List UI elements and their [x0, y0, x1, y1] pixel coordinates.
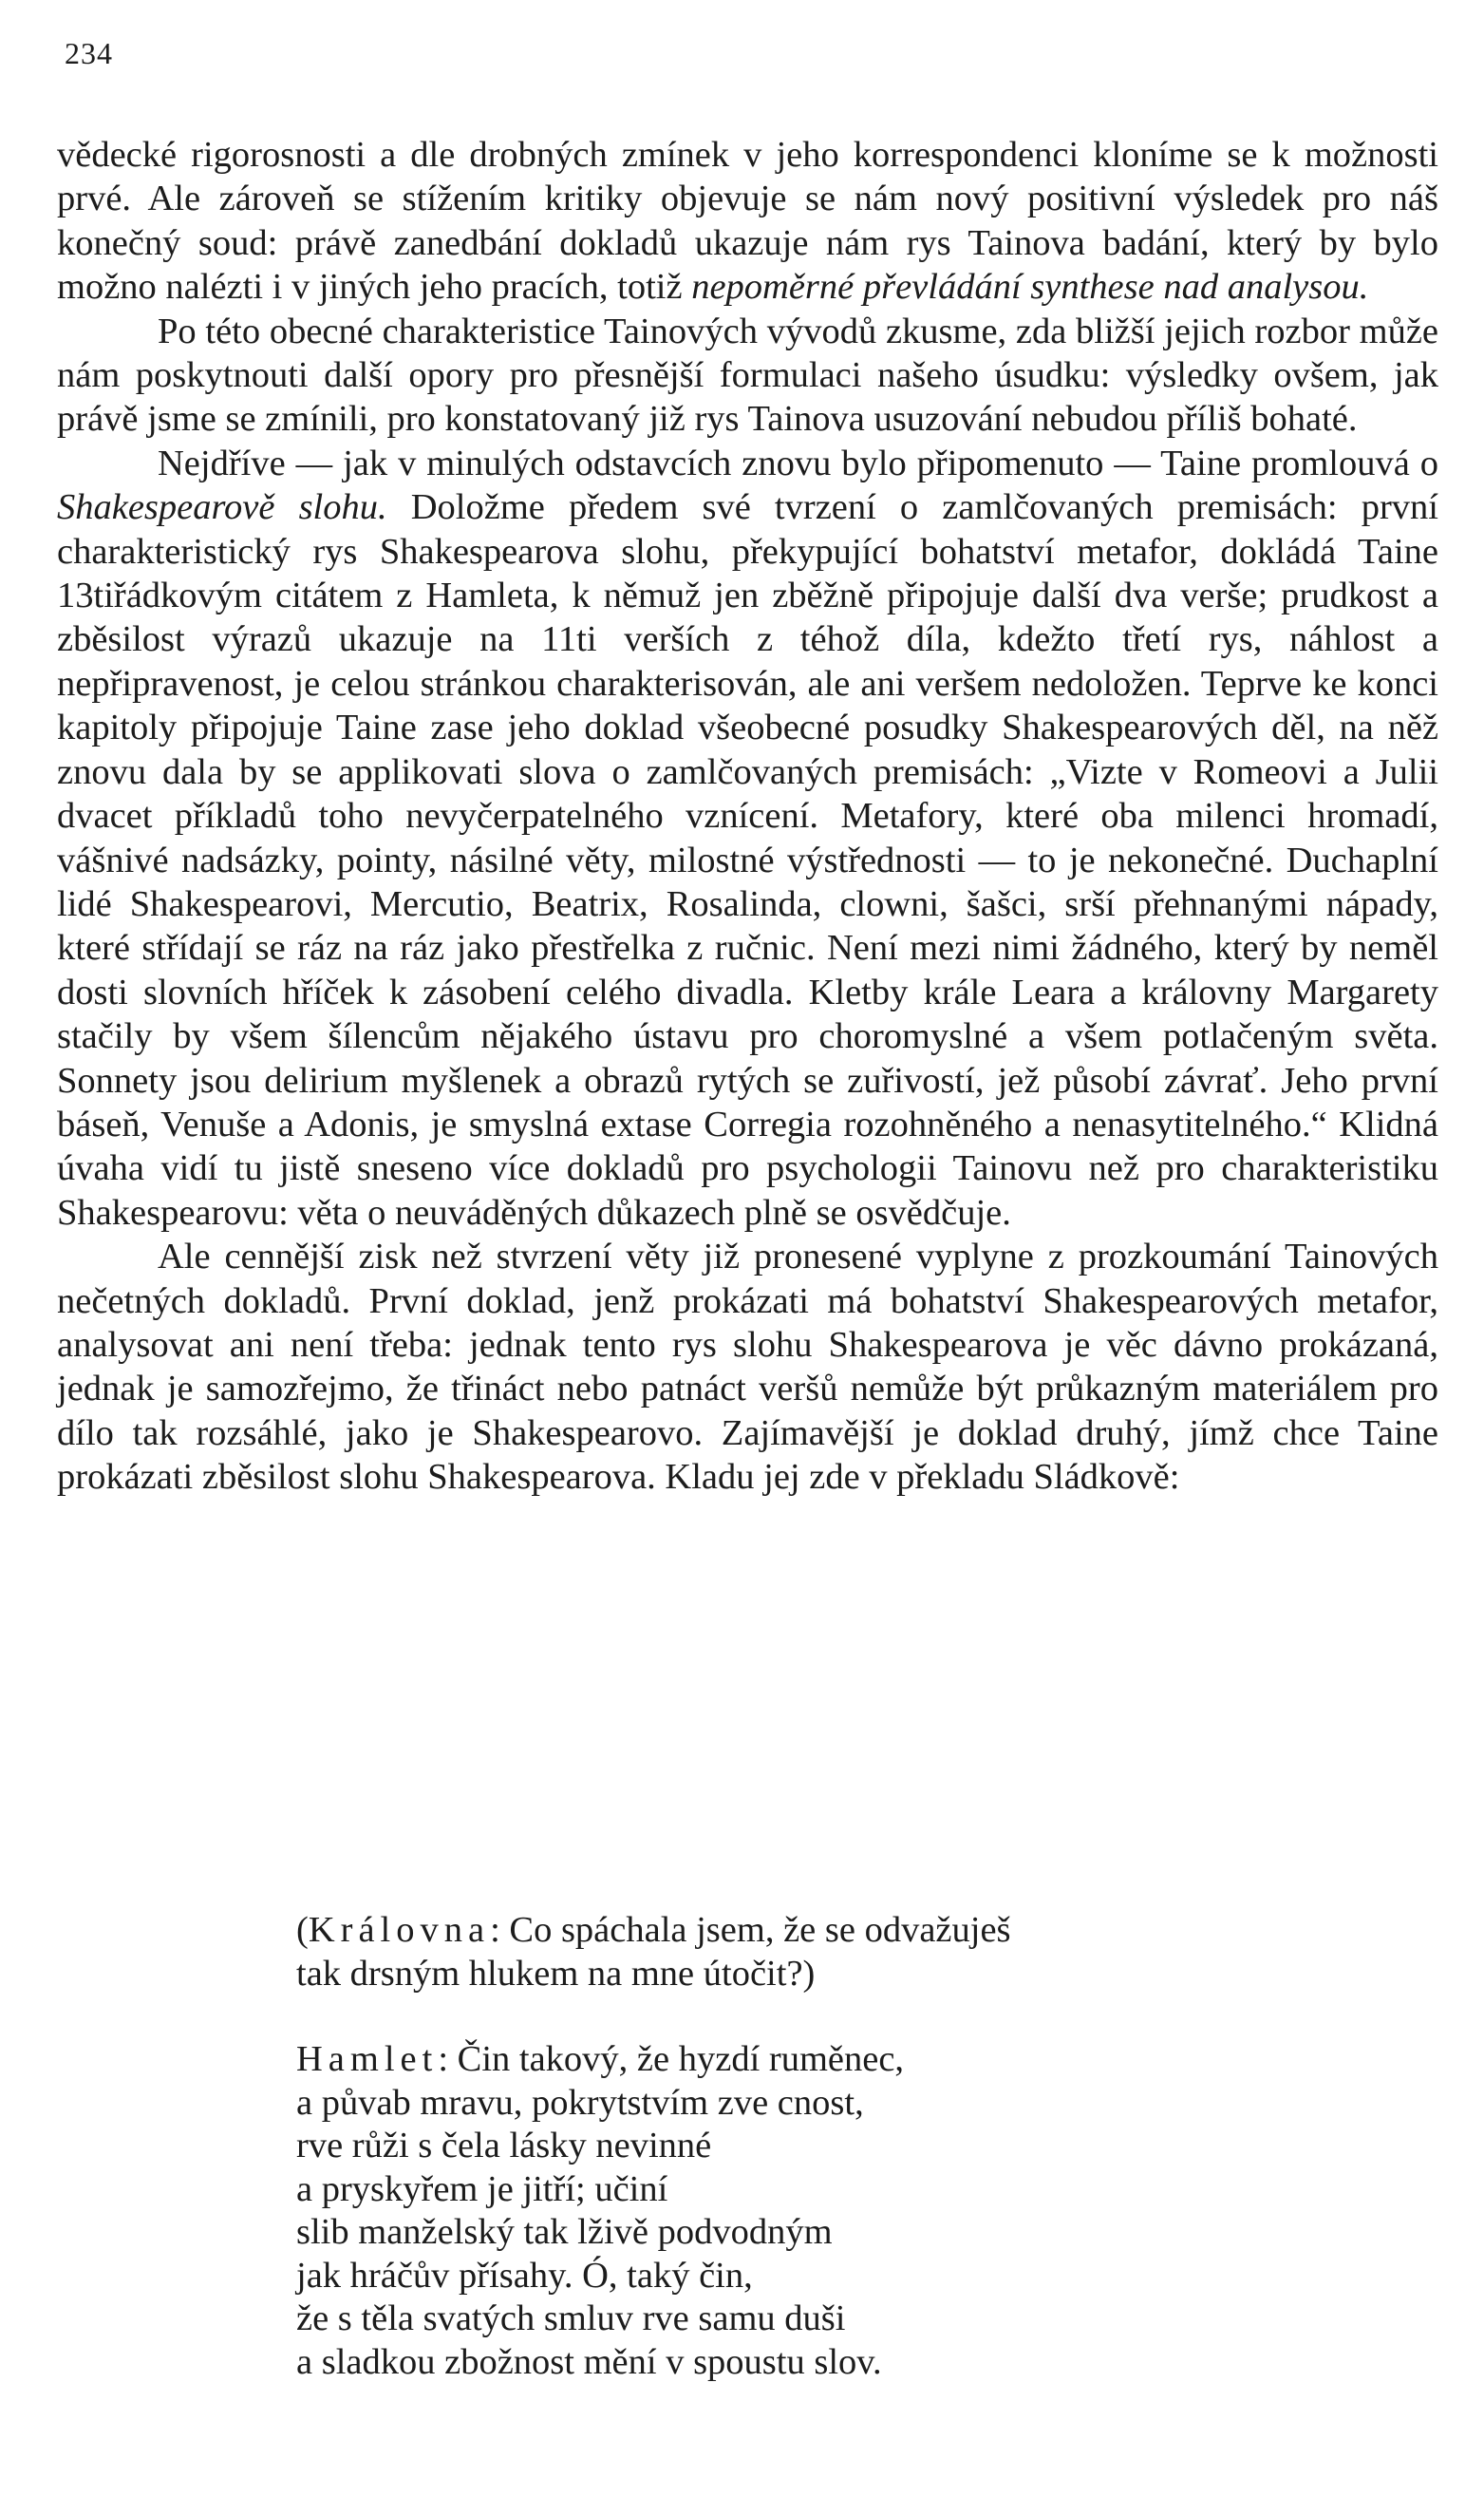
body-text [57, 133, 1438, 1500]
verse-quotation [296, 1909, 1341, 2427]
paragraph-4-text: Ale cennější zisk než stvrzení věty již pronesené vyplyne z prozkoumání Tainových nečetných dokladů. První doklad, jenž prokázati má bohatství Shakespearových metafor, analysovat ani není třeba: jednak tento rys slohu Shakespearova je věc dávno prokázaná, jednak je samozřejmo, že třináct nebo patnáct veršů nemůže být průkazným materiálem pro dílo tak rozsáhlé, jako je Shakespearovo. Zajímavější je doklad druhý, jímž chce Taine prokázati zběsilost slohu Shakespearova. Kladu jej zde v překladu Sládkově: [57, 1237, 1438, 1498]
paragraph-3-emphasis: Shakespearově slohu. [57, 487, 387, 528]
verse-line: jak hráčův přísahy. Ó, taký čin, [296, 2255, 753, 2296]
verse-line [296, 2038, 1341, 2082]
verse-line-text: : Co spáchala jsem, že se odvažuješ [490, 1910, 1011, 1950]
verse-line: (Královna: Co spáchala jsem, že se odvažuješ [296, 1910, 1011, 1950]
verse-line-text: : Čin takový, že hyzdí ruměnec, [438, 2039, 905, 2079]
speaker-name: Královna [308, 1910, 491, 1950]
verse-line: že s těla svatých smluv rve samu duši [296, 2298, 846, 2338]
verse-line: a pryskyřem je jitří; učiní [296, 2168, 668, 2209]
paragraph-3 [57, 442, 1438, 1235]
page-number: 234 [65, 36, 113, 70]
verse-line: rve růži s čela lásky nevinné [296, 2126, 712, 2165]
verse-line: tak drsným hlukem na mne útočit?) [296, 1953, 816, 1994]
verse-line: slib manželský tak lživě podvodným [296, 2212, 833, 2252]
paragraph-4 [57, 1235, 1438, 1499]
verse-line: a sladkou zbožnost mění v spoustu slov. [296, 2341, 882, 2382]
paragraph-3-text-b: Doložme předem své tvrzení o zamlčovaných premisách: první charakteristický rys Shakespearova slohu, překypující bohatství metafor, dokládá Taine 13tiřádkovým citátem z Hamleta, k němuž jen zběžně připojuje další dva verše; prudkost a zběsilost výrazů ukazuje na 11ti verších z téhož díla, kdežto třetí rys, náhlost a nepřipravenost, je celou stránkou charakterisován, ale ani veršem nedoložen. Teprve ke konci kapitoly připojuje Taine zase jeho doklad všeobecné posudky Shakespearových děl, na něž znovu dala by se applikovati slova o zamlčovaných premisách: „Vizte v Romeovi a Julii dvacet příkladů toho nevyčerpatelného vznícení. Metafory, které oba milenci hromadí, vášnivé nadsázky, pointy, násilné věty, milostné výstřednosti — to je nekonečné. Duchaplní lidé Shakespearovi, Mercutio, Beatrix, Rosalinda, clowni, šašci, srší přehnanými nápady, které střídají se ráz na ráz jako přestřelka z ručnic. Není mezi nimi žádného, který by neměl dosti slovních hříček k zásobení celého divadla. Kletby krále Leara a královny Margarety stačily by všem šílencům nějakého ústavu pro choromyslné a všem potlačeným světa. Sonnety jsou delirium myšlenek a obrazů rytých se zuřivostí, jež působí závrať. Jeho první báseň, Venuše a Adonis, je smyslná extase Corregia rozohněného a nenasytitelného.“ Klidná úvaha vidí tu jistě sneseno více dokladů pro psychologii Tainovu než pro charakteristiku Shakespearovu: věta o neuváděných důkazech plně se osvědčuje. [57, 487, 1438, 1233]
paragraph-3-text-a: Nejdříve — jak v minulých odstavcích znovu bylo připomenuto — Taine promlouvá o [158, 443, 1438, 483]
verse-stanza-2 [296, 2038, 1341, 2384]
paragraph-2 [57, 310, 1438, 442]
verse-line: a půvab mravu, pokrytstvím zve cnost, [296, 2082, 864, 2123]
paragraph-1 [57, 133, 1438, 310]
paragraph-1-text: vědecké rigorosnosti a dle drobných zmínek v jeho korrespondenci kloníme se k možnosti prvé. Ale zároveň se stížením kritiky objevuje se nám nový positivní výsledek pro náš konečný soud: právě zanedbání dokladů ukazuje nám rys Tainova badání, který by bylo možno nalézti i v jiných jeho pracích, totiž [57, 135, 1438, 308]
paragraph-1-emphasis: nepoměrné převládání synthese nad analysou. [691, 267, 1369, 308]
verse-stanza-1 [296, 1909, 1341, 1995]
speaker-name: Hamlet [296, 2039, 439, 2079]
paragraph-2-text: Po této obecné charakteristice Tainových vývodů zkusme, zda bližší jejich rozbor může nám poskytnouti další opory pro přesnější formulaci našeho úsudku: výsledky ovšem, jak právě jsme se zmínili, pro konstatovaný již rys Tainova usuzování nebudou příliš bohaté. [57, 311, 1438, 440]
